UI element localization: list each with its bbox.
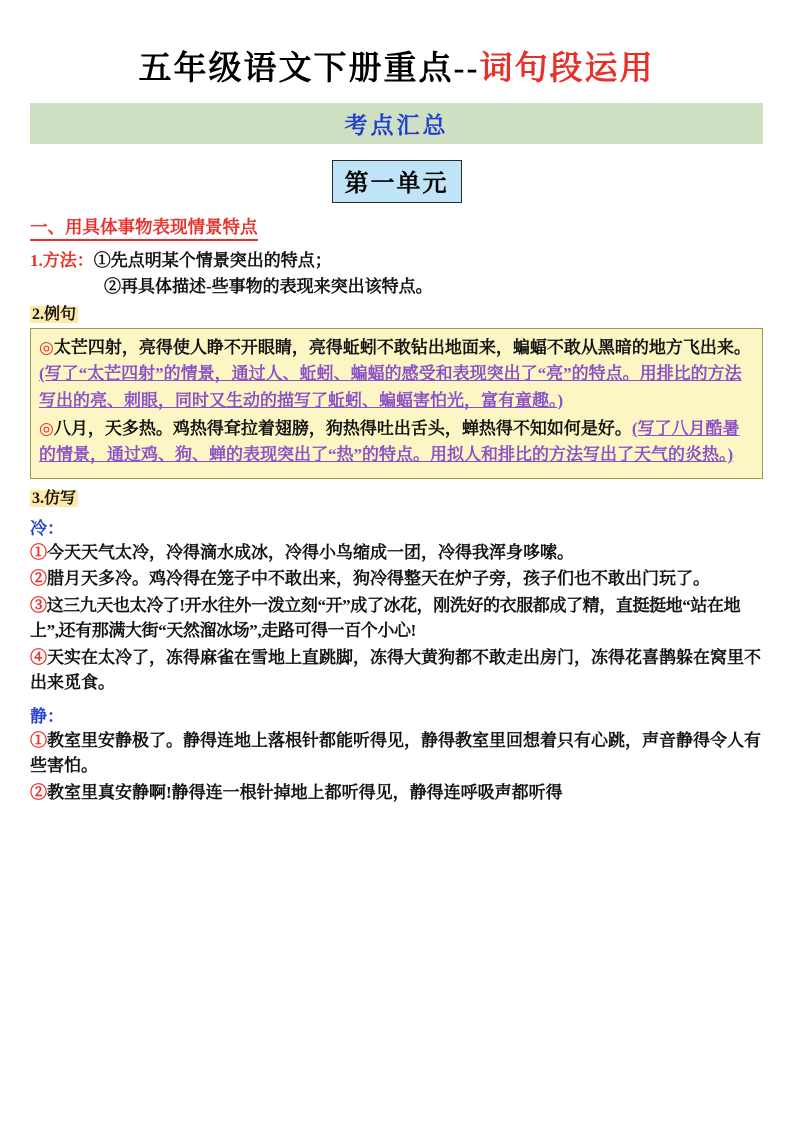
imitate-label-wrap [30, 485, 763, 508]
item-text: 天实在太冷了，冻得麻雀在雪地上直跳脚，冻得大黄狗都不敢走出房门，冻得花喜鹊躲在窝里不出来觅食。 [30, 647, 761, 693]
item-number: ② [30, 569, 47, 589]
example-label-wrap [30, 301, 763, 324]
item-number: ① [30, 730, 47, 750]
example-label: 2.例句 [32, 305, 77, 323]
list-item [30, 780, 763, 806]
unit-heading-wrap [30, 160, 763, 203]
example-text: 八月，天多热。鸡热得耷拉着翅膀，狗热得吐出舌头，蝉热得不知如何是好。 [53, 418, 632, 438]
example-bullet-icon: ◎ [39, 337, 54, 357]
section-heading-wrap [30, 215, 763, 247]
unit-heading: 第一单元 [332, 160, 462, 203]
example-paragraph [39, 416, 754, 469]
method-label: 1.方法： [30, 250, 94, 270]
method-text-1: ①先点明某个情景突出的特点； [93, 250, 332, 270]
item-text: 教室里安静极了。静得连地上落根针都能听得见，静得教室里回想着只有心跳，声音静得令人有些害怕。 [30, 730, 761, 776]
summary-banner-label: 考点汇总 [344, 113, 449, 138]
item-number: ④ [30, 647, 47, 667]
page-title-black: 五年级语文下册重点-- [138, 51, 480, 87]
method-text-2: ②再具体描述-些事物的表现来突出该特点。 [104, 277, 433, 297]
example-paragraph [39, 335, 754, 414]
example-bullet-icon: ◎ [39, 418, 54, 438]
list-item [30, 728, 763, 779]
list-item [30, 645, 763, 696]
item-text: 这三九天也太冷了!开水往外一泼立刻“开”成了冰花，刚洗好的衣服都成了精，直挺挺地“站在地上”,还有那满大街“天然溜冰场”,走路可得一百个小心! [30, 595, 741, 641]
list-item [30, 593, 763, 644]
page-title [30, 42, 763, 89]
example-note: (写了“太芒四射”的情景，通过人、蚯蚓、蝙蝠的感受和表现突出了“亮”的特点。用排比的方法写出的亮、刺眼，同时又生动的描写了蚯蚓、蝙蝠害怕光，富有童趣。) [39, 364, 742, 410]
summary-banner [30, 103, 763, 144]
item-number: ③ [30, 595, 47, 615]
list-item [30, 540, 763, 566]
example-text: 太芒四射，亮得使人睁不开眼睛，亮得蚯蚓不敢钻出地面来，蝙蝠不敢从黑暗的地方飞出来。 [53, 337, 751, 357]
group-label-cold: 冷： [30, 518, 64, 538]
item-number: ② [30, 782, 47, 802]
example-box [30, 328, 763, 479]
list-item [30, 566, 763, 592]
method-line-2 [30, 274, 763, 300]
page-title-red: 词句段运用 [479, 51, 655, 87]
item-text: 今天天气太冷，冷得滴水成冰，冷得小鸟缩成一团，冷得我浑身哆嗦。 [47, 542, 574, 562]
item-text: 腊月天多冷。鸡冷得在笼子中不敢出来，狗冷得整天在炉子旁，孩子们也不敢出门玩了。 [47, 569, 710, 589]
imitate-label: 3.仿写 [32, 489, 77, 507]
item-number: ① [30, 542, 47, 562]
example-note: (写了八月酷暑的情景，通过鸡、狗、蝉的表现突出了“热”的特点。用拟人和排比的方法写出了天气的炎热。) [39, 418, 740, 465]
section-heading: 一、用具体事物表现情景特点 [30, 217, 258, 241]
item-text: 教室里真安静啊!静得连一根针掉地上都听得见，静得连呼吸声都听得 [47, 782, 563, 802]
method-line-1 [30, 248, 763, 274]
group-label-quiet: 静： [30, 706, 64, 726]
